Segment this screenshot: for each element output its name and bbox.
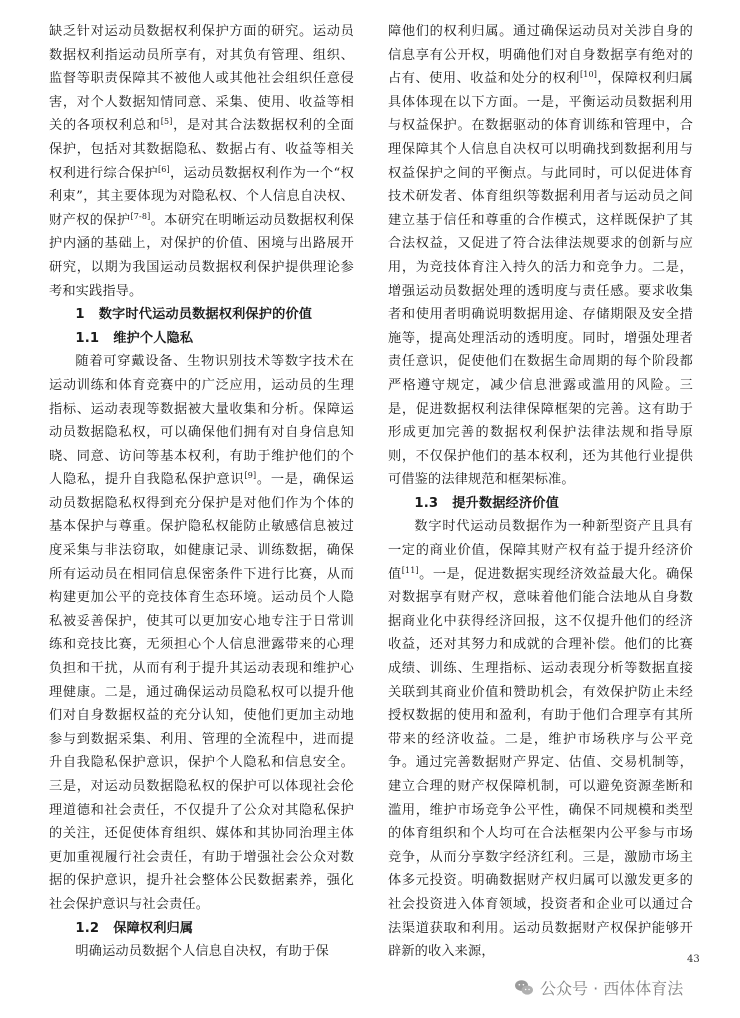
citation-ref: [9] bbox=[244, 471, 257, 481]
paragraph-1-2-start bbox=[49, 940, 354, 964]
heading-text: 提升数据经济价值 bbox=[452, 495, 559, 511]
section-heading-1-1 bbox=[49, 327, 354, 351]
right-column bbox=[388, 20, 693, 964]
section-heading-1-3 bbox=[388, 492, 693, 516]
citation-ref: [5] bbox=[160, 117, 173, 127]
text-span: 。一是，促进数据实现经济效益最大化。确保对数据享有财产权，意味着他们能合法地从自身数据商业化中获得经济回报，这不仅提升他们的经济收益，还对其努力和成就的合理补偿。他们的比赛成绩、训练、生理指标、运动表现分析等数据直接关联到其商业价值和赞助机会，有效保护防止未经授权数据的使用和盈利，有助于他们合理享有其所带来的经济收益。二是，维护市场秩序与公平竞争。通过完善数据财产界定、估值、交易机制等，建立合理的财产权保障机制，可以避免资源垄断和滥用，维护市场竞争公平性，确保不同规模和类型的体育组织和个人均可在合法框架内公平参与市场竞争，从而分享数字经济红利。三是，激励市场主体多元投资。明确数据财产权归属可以激发更多的社会投资进入体育领域，投资者和企业可以通过合法渠道获取和利用。运动员数据财产权保护能够开辟新的收入来源， bbox=[388, 566, 693, 960]
text-span: ，保障权利归属具体体现在以下方面。一是，平衡运动员数据利用与权益保护。在数据驱动的体育训练和管理中，合理保障其个人信息自决权可以明确找到数据利用与权益保护之间的平衡点。与此同时，可以促进体育技术研发者、体育组织等数据利用者与运动员之间建立基于信任和尊重的合作模式，这样既保护了其合法权益，又促进了符合法律法规要求的创新与应用，为竞技体育注入持久的活力和竞争力。二是，增强运动员数据处理的透明度与责任感。要求收集者和使用者明确说明数据用途、存储期限及安全措施等，提高处理活动的透明度。同时，增强处理者责任意识，促使他们在数据生命周期的每个阶段都严格遵守规定，减少信息泄露或滥用的风险。三是，促进数据权利法律保障框架的完善。这有助于形成更加完善的数据权利保护法律法规和指导原则，不仅保护他们的基本权利，还为其他行业提供可借鉴的法律规范和框架标准。 bbox=[388, 71, 693, 488]
page-number: 43 bbox=[687, 954, 700, 965]
citation-ref: [7-8] bbox=[130, 211, 151, 221]
watermark-text: 公众号 · 西体体育法 bbox=[540, 979, 684, 998]
text-span: 。一是，确保运动员数据隐私权得到充分保护是对他们作为个体的基本保护与尊重。保护隐私权能防止敏感信息被过度采集与非法窃取，如健康记录、训练数据，确保所有运动员在相同信息保密条件下进行比赛，从而构建更加公平的竞技体育生态环境。运动员个人隐私被妥善保护，使其可以更加安心地专注于日常训练和竞技比赛，无须担心个人信息泄露带来的心理负担和干扰，从而有利于提升其运动表现和维护心理健康。二是，通过确保运动员隐私权可以提升他们对自身数据权益的充分认知，使他们更加主动地参与到数据采集、利用、管理的全流程中，进而提升自我隐私保护意识，保护个人隐私和信息安全。三是，对运动员数据隐私权的保护可以体现社会伦理道德和社会责任，不仅提升了公众对其隐私保护的关注，还促使体育组织、媒体和其协同治理主体更加重视履行社会责任，有助于增强社会公众对数据的保护意识，提升社会整体公民数据素养，强化社会保护意识与社会责任。 bbox=[49, 472, 354, 912]
text-span: ，运动员数据权利作为一个“权利束”，其主要体现为对隐私权、个人信息自决权、财产权的保护 bbox=[49, 165, 355, 228]
paragraph-1-1 bbox=[49, 350, 354, 916]
heading-number: 1.1 bbox=[75, 330, 100, 346]
text-span: 随着可穿戴设备、生物识别技术等数字技术在运动训练和体育竞赛中的广泛应用，运动员的生理指标、运动表现等数据被大量收集和分析。保障运动员数据隐私权，可以确保他们拥有对自身信息知晓、同意、访问等基本权利，有助于维护他们的个人隐私，提升自我隐私保护意识 bbox=[49, 354, 354, 488]
watermark bbox=[514, 976, 683, 999]
heading-number: 1 bbox=[75, 307, 85, 323]
text-span: 数字时代运动员数据作为一种新型资产且具有一定的商业价值，保障其财产权有益于提升经济价值 bbox=[388, 519, 693, 582]
heading-number: 1.2 bbox=[75, 920, 100, 936]
heading-text: 维护个人隐私 bbox=[113, 330, 194, 346]
intro-paragraph bbox=[49, 20, 354, 303]
text-span: 缺乏针对运动员数据权利保护方面的研究。运动员数据权利指运动员所享有，对其负有管理、组织、监督等职责保障其不被他人或其他社会组织任意侵害，对个人数据知情同意、采集、使用、收益等相关的各项权利总和 bbox=[49, 24, 354, 134]
text-span: 明确运动员数据个人信息自决权，有助于保 bbox=[75, 944, 329, 960]
paragraph-1-3 bbox=[388, 515, 693, 963]
wechat-icon bbox=[514, 979, 534, 997]
paragraph-1-2-cont bbox=[388, 20, 693, 492]
section-heading-1 bbox=[49, 303, 354, 327]
heading-number: 1.3 bbox=[414, 495, 439, 511]
heading-text: 保障权利归属 bbox=[113, 920, 194, 936]
section-heading-1-2 bbox=[49, 917, 354, 941]
text-span: 障他们的权利归属。通过确保运动员对关涉自身的信息享有公开权，明确他们对自身数据享有绝对的占有、使用、收益和处分的权利 bbox=[388, 24, 693, 87]
text-span: ，是对其合法数据权利的全面保护，包括对其数据隐私、数据占有、收益等相关权利进行综合保护 bbox=[49, 118, 355, 181]
left-column bbox=[49, 20, 354, 964]
citation-ref: [11] bbox=[401, 565, 419, 575]
citation-ref: [6] bbox=[157, 164, 170, 174]
heading-text: 数字时代运动员数据权利保护的价值 bbox=[98, 307, 313, 323]
citation-ref: [10] bbox=[579, 70, 597, 80]
text-span: 。本研究在明晰运动员数据权利保护内涵的基础上，对保护的价值、困境与出路展开研究，以期为我国运动员数据权利保护提供理论参考和实践指导。 bbox=[49, 212, 354, 299]
